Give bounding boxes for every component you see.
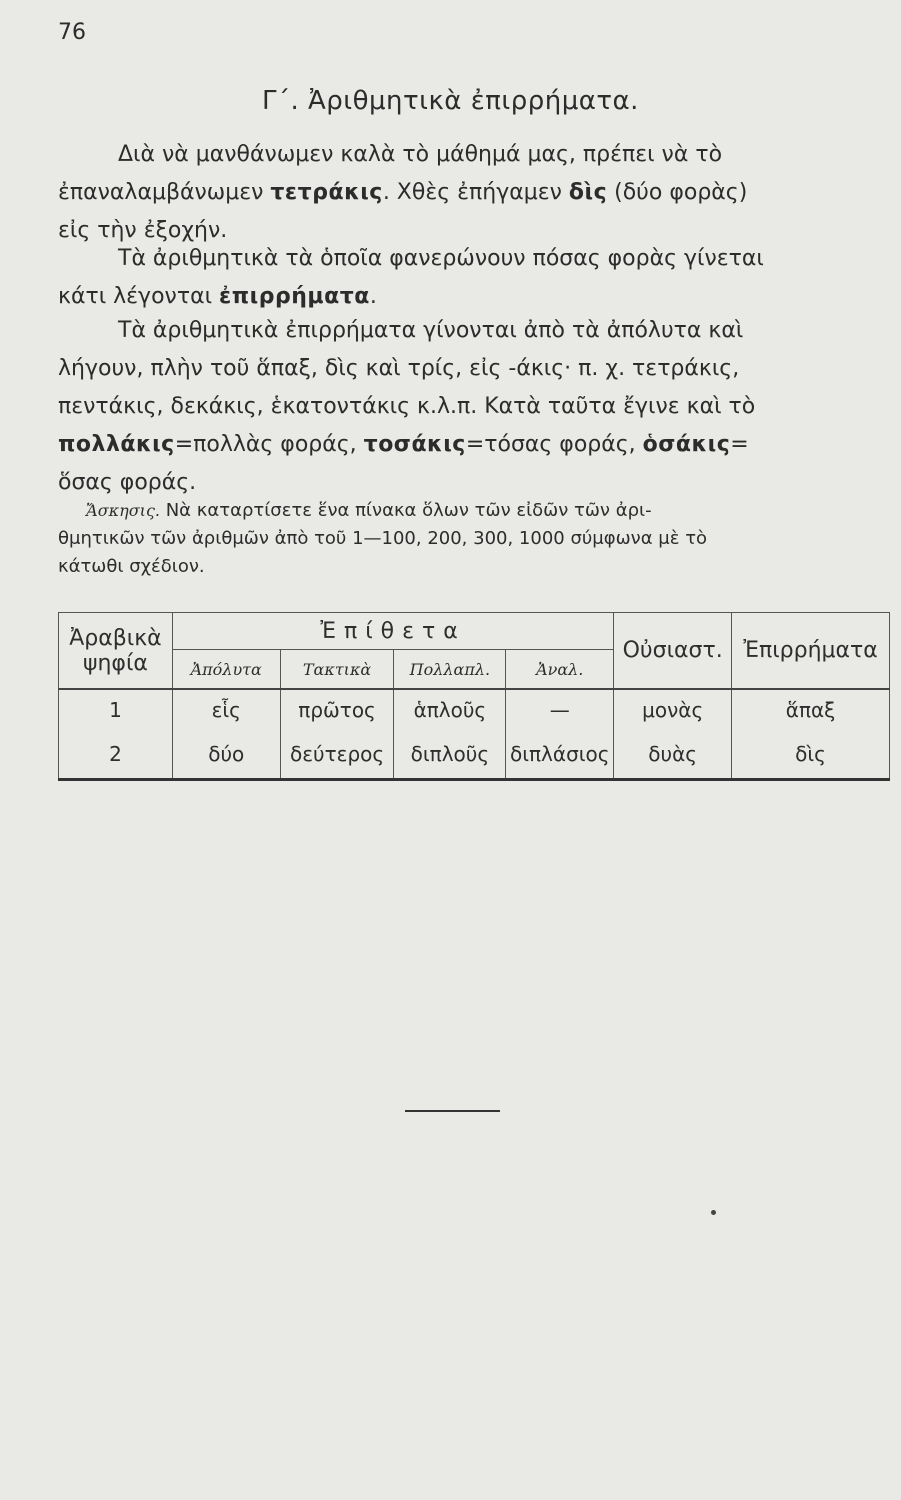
table-cell: μονὰς	[614, 689, 732, 730]
table-cell: ἅπαξ	[732, 689, 890, 730]
col-header-adverbs: Ἐπιρρήματα	[732, 613, 890, 690]
col-header-adjectives: Ἐπίθετα	[172, 613, 613, 650]
term-epirrimata: ἐπιρρήματα	[219, 284, 370, 309]
numerals-table	[58, 612, 890, 781]
para2-line1: Τὰ ἀριθμητικὰ τὰ ὁποῖα φανερώνουν πόσας φορὰς γίνεται	[118, 246, 764, 271]
paragraph-2	[58, 240, 896, 316]
table-row	[59, 689, 890, 730]
table-cell: διπλοῦς	[394, 730, 506, 780]
table-cell: εἷς	[172, 689, 280, 730]
page-number: 76	[58, 20, 86, 45]
table-cell: δὶς	[732, 730, 890, 780]
exercise-line2: θμητικῶν τῶν ἀριθμῶν ἀπὸ τοῦ 1—100, 200, 300, 1000 σύμφωνα μὲ τὸ	[58, 528, 708, 549]
para2-line2: κάτι λέγονται ἐπιρρήματα.	[58, 284, 377, 309]
subheader-proportional: Ἀναλ.	[506, 650, 614, 690]
table-cell: 2	[59, 730, 173, 780]
term-osakis: ὁσάκις	[642, 432, 731, 457]
term-pollakis: πολλάκις	[58, 432, 175, 457]
table-cell: πρῶτος	[280, 689, 394, 730]
para3-line1: Τὰ ἀριθμητικὰ ἐπιρρήματα γίνονται ἀπὸ τὰ ἀπόλυτα καὶ	[118, 318, 744, 343]
table-cell: 1	[59, 689, 173, 730]
term-dis: δὶς	[568, 180, 608, 205]
table-cell: δυὰς	[614, 730, 732, 780]
ink-dot	[711, 1210, 716, 1215]
exercise-line3: κάτωθι σχέδιον.	[58, 556, 205, 577]
table-cell: δύο	[172, 730, 280, 780]
section-title: Γ΄. Ἀριθμητικὰ ἐπιρρήματα.	[262, 86, 639, 116]
exercise	[58, 497, 896, 581]
para3-line4: πολλάκις=πολλὰς φοράς, τοσάκις=τόσας φοράς, ὁσάκις=	[58, 432, 749, 457]
col-header-arabic: Ἀραβικὰ ψηφία	[59, 613, 173, 690]
end-rule	[405, 1110, 500, 1112]
exercise-line1: Ἄσκησις. Νὰ καταρτίσετε ἕνα πίνακα ὅλων τῶν εἰδῶν τῶν ἀρι-	[86, 500, 652, 521]
table-cell: ἁπλοῦς	[394, 689, 506, 730]
term-tosakis: τοσάκις	[363, 432, 466, 457]
exercise-label: Ἄσκησις.	[86, 501, 160, 520]
table-cell: διπλάσιος	[506, 730, 614, 780]
para3-line3: πεντάκις, δεκάκις, ἑκατοντάκις κ.λ.π. Κατὰ ταῦτα ἔγινε καὶ τὸ	[58, 394, 756, 419]
para3-line5: ὅσας φοράς.	[58, 470, 197, 495]
paragraph-3	[58, 312, 896, 502]
subheader-cardinal: Ἀπόλυτα	[172, 650, 280, 690]
para1-line3: εἰς τὴν ἐξοχήν.	[58, 218, 228, 243]
subheader-ordinal: Τακτικὰ	[280, 650, 394, 690]
table-cell: —	[506, 689, 614, 730]
subheader-multiplicative: Πολλαπλ.	[394, 650, 506, 690]
table-row	[59, 730, 890, 780]
table-cell: δεύτερος	[280, 730, 394, 780]
paragraph-1	[58, 136, 896, 250]
col-header-nouns: Οὐσιαστ.	[614, 613, 732, 690]
term-tetrakis: τετράκις	[270, 180, 383, 205]
para1-line2: ἐπαναλαμβάνωμεν τετράκις. Χθὲς ἐπήγαμεν δὶς (δύο φορὰς)	[58, 180, 748, 205]
para1-line1: Διὰ νὰ μανθάνωμεν καλὰ τὸ μάθημά μας, πρέπει νὰ τὸ	[118, 142, 723, 167]
para3-line2: λήγουν, πλὴν τοῦ ἅπαξ, δὶς καὶ τρίς, εἰς -άκις· π. χ. τετράκις,	[58, 356, 740, 381]
